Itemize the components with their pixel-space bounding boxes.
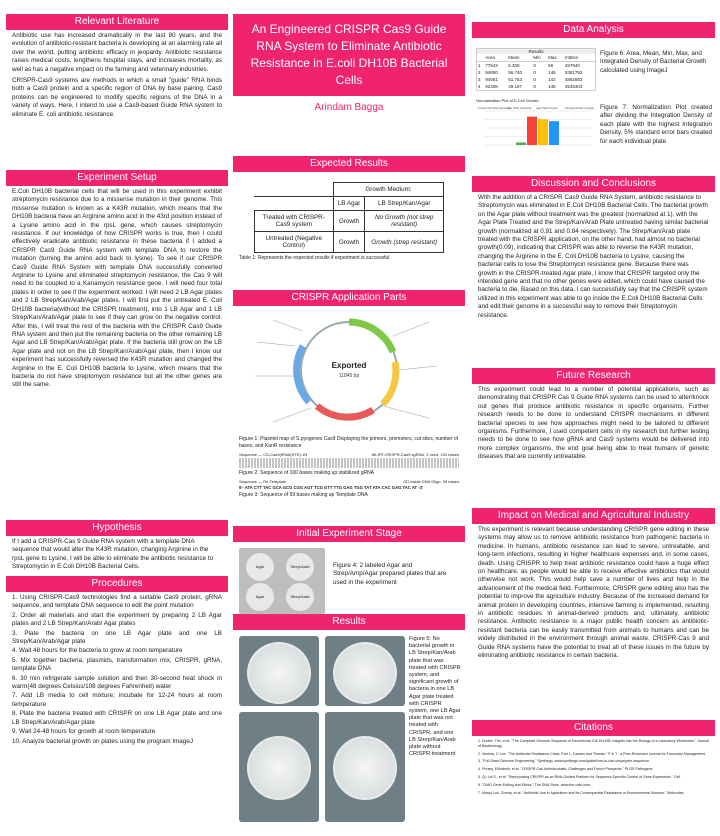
plate-4-label: Strep/Arab (290, 594, 310, 599)
chart-legend-label: Treated with Strep/Kan/Arab (478, 107, 511, 110)
fig5-caption: Figure 5: No bacterial growth in LB Strep/Kan/Arab plate that was treated with CRISPR system, and significant growth of bacteria in one LB Agar plate treated with CRISPR system, one LB Agar plate that was not treated with CRISPR, and one LB Strep/Kan/Arab plate without CRISPR treatment (409, 636, 461, 758)
citation-item: 1. Durfee, Tim, et al. "The Complete Genome Sequence of Escherichia Coli DH10B: Insights into the Biology of a Laboratory Workhorse." Journal of Bacteriology. (478, 739, 710, 748)
fig6-caption: Figure 6: Area, Mean, Min, Max, and Integrated Density of Bacterial Growth calculated using ImageJ (600, 50, 707, 74)
experiment-setup-section (6, 170, 228, 393)
plasmid-feature-kanr (317, 406, 373, 417)
results-table-header (477, 54, 484, 62)
citations-list (478, 739, 709, 795)
results-section (233, 614, 465, 836)
procedure-step: 6. 30 min refrigerate sample solution and then 30-second heat shock in warm(48 degrees Celsius/108 degrees Fahrenheit) water (12, 674, 222, 691)
results-table-cell: 146 (548, 70, 556, 75)
table1-caption: Table 1: Represents the expected results if experiment is successful (239, 255, 390, 261)
seq1-title: Sequence — CS-Cas9(tRNA(STE)-1N (239, 452, 308, 457)
impact-p1: This experiment is relevant because understanding CRISPR gene editing in these systems may allow us to remove antibiotic resistance from pathogenic bacteria in medicine. In humans, antibiotic resistance can lead to severe, untreatable, and long-term infections, resulting in higher healthcare expenses and, in some cases, death. Using CRISPR to help treat antibiotic resistance could have a huge effect on healthcare, as people would be able to receive effective antibiotics that would otherwise not work. This would help save a number of lives and help in the advancement of the medical field. Furthermore, CRISPR gene editing also has the potential to improve the agriculture industry. Because of the increased demand for animal protein in developing countries, intensive farming is implemented, resulting in antibiotic residues in animal-derived products and, ultimately, antibiotic resistance. Antibiotic resistance is a major public health concern as antibiotic-resistant bacteria can be easily transmitted from animals to humans and can be widely distributed in the environment through animal waste. CRISPR-Cas 9 and Guide RNA systems have the potential to treat all of these issues in the future by eliminating antibiotic resistance in certain bacteria. (478, 526, 709, 660)
citation-item: 6. "GMO Gene Editing and Ethics." The DNA Store, www.the-odin.com. (478, 782, 592, 787)
results-table-cell: 51.753 (508, 77, 523, 82)
plasmid-feature-cas9 (349, 322, 393, 352)
procedures-heading: Procedures (6, 576, 228, 592)
poster-author: Arindam Bagga (314, 102, 384, 113)
results-table-header: Min (532, 54, 547, 62)
citation-item: 5. Qi, Lei S., et al. "Repurposing CRISPR as an RNA-Guided Platform for Sequence-Specific Control of Gene Expression." Cell. (478, 774, 682, 779)
discussion-heading: Discussion and Conclusions (472, 176, 715, 192)
relevant-literature-section (6, 14, 228, 122)
future-research-heading: Future Research (472, 368, 715, 384)
relevant-literature-heading: Relevant Literature (6, 14, 228, 30)
result-photo-1 (239, 636, 319, 706)
fig1-caption: Figure 1: Plasmid map of S.pyogenes Cas9 Displaying the primers, promoters, cut sites, number of bases, and KanR resistance (239, 436, 458, 449)
citation-item: 2. Ventola, C Lee. "The Antibiotic Resistance Crisis: Part 1: Causes and Threats." P & T : a Peer-Reviewed Journal for Formulary Management. (478, 751, 706, 756)
results-table-cell: 2 (478, 70, 481, 75)
seq1-bases (239, 458, 459, 468)
results-table-cell: 0 (533, 63, 536, 68)
chart-legend-label: Agar Plate Treated (536, 107, 558, 110)
table-row1-label: Treated with CRISPR-Cas9 system (254, 211, 333, 232)
results-table-cell: 6.309 (508, 63, 520, 68)
fig4-caption: Figure 4: 2 labeled Agar and Strep/Amp/Agar prepared plates that are used in the experiment (333, 562, 447, 586)
table-row (477, 69, 595, 76)
results-table-cell: 5381792 (564, 70, 583, 75)
result-dish-2 (333, 642, 397, 704)
table-row (477, 62, 595, 70)
procedure-step: 8. Plate the bacteria treated with CRISPR on one LB Agar plate and one LB Strep/Kan/Arab/Agar plate (12, 710, 222, 726)
future-research-p1: This experiment could lead to a number of potential applications, such as demonstrating that CRISPR Cas 9 Guide RNA systems can be used to alter/knock out genes that produce antibiotic resistance in specific organisms. Further research needs to be done to understand CRISPR mechanisms in different bacterial species to see how approaches might need to be tailored to different organisms. Furthermore, I used competent cells in my research but further testing needs to be done to see how gRNA and Cas9 systems would be delivered into more complex organisms, the end goal being able to treat humans of genetic diseases that are currently untreatable. (478, 386, 709, 461)
experiment-setup-heading: Experiment Setup (6, 170, 228, 186)
results-table-header: Area (484, 54, 507, 62)
results-table-cell: 148 (548, 84, 556, 89)
procedure-step: 4. Wait 48 hours for the bacteria to grow at room temperature (12, 647, 183, 655)
procedure-step: 3. Plate the bacteria on one LB Agar plate and one LB Strep/Kan/Arab/Agar plate (12, 629, 222, 646)
citation-item: 3. "Full-Stack Genome Engineering." Synthego, www.synthego.com/guide/how-to-use-crispr/pam-sequence. (478, 759, 650, 764)
chart-bar (549, 121, 559, 145)
plasmid-map-svg (233, 306, 465, 434)
results-table-window (476, 48, 596, 91)
procedure-step: 2. Order all materials and start the experiment by preparing 2 LB Agar plates and 2 LB Strep/Kan/Arab/ Agar plates (12, 611, 222, 628)
results-table-cell: 94581 (485, 77, 498, 82)
plasmid-leader-lines (255, 320, 437, 422)
normalization-chart (476, 98, 594, 150)
plasmid-label: Exported (331, 361, 367, 370)
fig2-caption: Figure 2: Sequence of 100 bases making up stabilized gRNA (239, 470, 375, 476)
results-table-header: Max (547, 54, 564, 62)
plate-1-label: Agar (255, 564, 265, 569)
chart-bar (527, 117, 537, 145)
plate-3-label: Agar (255, 594, 265, 599)
chart-bar (538, 119, 548, 145)
procedures-section (6, 576, 228, 747)
results-table-cell: 58 (548, 63, 554, 68)
fig3-caption: Figure 3: Sequence of 59 bases making up Template DNA (239, 491, 368, 498)
result-photo-3 (239, 712, 319, 822)
hypothesis-section (6, 520, 228, 575)
plasmid-map (233, 306, 465, 434)
plate-2 (285, 552, 315, 582)
discussion-p1: With the addition of a CRISPR Cas9 Guide RNA System, antibiotic resistance to Streptomycin was eliminated in E.Coli DH10B Bacterial Cells. The bacterial growth on the Agar plate without treatment was the greatest (normalized at 1), with the Agar Plate Treated and the Strep/Kan/Arab Plate untreated having similar bacterial growth (normalized at 0.91 and 0.84 respectively). The Strep/Kan/Arab plate treated with the CRISPR application, on the other hand, had almost no bacterial growth(0.09), indicating that CRISPR was able to reverse the K43R mutation, changing the Arginine in the E. Coli DH10B bacteria to Lysine, causing the bacterial cells to lose the Streptomycin resistance gene. Because there was growth in the CRISPR-treated Agar plate, I know that CRISPR targeted only the intended gene and that no other genes were edited, which could have caused the bacteria to die. Based on this data, I can successfully say that the CRISPR system utilized in this experiment was able to go inside the E.Coli DH10B Bacterial Cells and edit their genome in a successful way to remove their Streptomycin resistance. (478, 194, 709, 319)
table-row2-label: Untreated (Negative Control) (254, 232, 333, 253)
results-table-cell: 142 (548, 77, 556, 82)
data-analysis-section (472, 22, 715, 152)
results-table-cell: 49.187 (508, 84, 523, 89)
results-table-cell: 0 (533, 77, 536, 82)
results-table-header: Mean (507, 54, 532, 62)
results-table-cell: 1 (478, 63, 481, 68)
plate-1 (245, 552, 275, 582)
procedure-step: 9. Wait 24-48 hours for growth at room temperature (12, 728, 156, 736)
citations-heading: Citations (472, 720, 715, 736)
hypothesis-heading: Hypothesis (6, 520, 228, 536)
initial-stage-section (233, 526, 465, 618)
results-heading: Results (233, 614, 465, 630)
relevant-literature-p2: CRISPR-Cas9 systems are methods in which a small "guide" RNA binds both a Cas9 protein and a specific region of DNA by base pairing. Cas9 proteins can be engineered to modify specific regions of the DNA in a variety of ways. Here, I intend to use a Cas9-based Guide RNA system to eliminate E. coli antibiotic resistance. (12, 77, 222, 118)
results-table-cell: 4545303 (564, 84, 583, 89)
impact-section (472, 508, 715, 664)
chart-bar (516, 142, 526, 145)
data-analysis-heading: Data Analysis (472, 22, 715, 38)
results-table-cell: 92408 (485, 84, 498, 89)
crispr-parts-section (233, 290, 465, 500)
chart-svg (476, 103, 594, 149)
expected-results-table (254, 182, 444, 253)
poster-title: An Engineered CRISPR Cas9 Guide RNA System to Eliminate Antibiotic Resistance in E.coli DH10B Bacterial Cells (233, 14, 465, 96)
seq2-title: Sequence — Re-Template (239, 478, 286, 484)
result-dish-1 (247, 642, 311, 704)
citation-item: 7. Manyi-Loh, Christy, et al. "Antibiotic Use in Agriculture and Its Consequential Resistance in Environmental Sources." Molecules. (478, 790, 685, 795)
citation-item: 4. Pursey, Elizabeth, et al. "CRISPR-Cas Antimicrobials: Challenges and Future Prospects." PLOS Pathogens. (478, 767, 654, 772)
future-research-section (472, 368, 715, 465)
seq1-right: Alt-R® CRISPR-Cas9 sgRNA, 2 nmol, 100 bases (371, 452, 459, 457)
expected-results-heading: Expected Results (233, 156, 465, 172)
procedure-step: 1. Using CRISPR-Cas9 technologies find a suitable Cas9 protein, gRNA sequence, and template DNA sequence to edit the point mutation (12, 594, 222, 610)
table-col2: LB Strep/Kan/Agar (365, 197, 444, 211)
crispr-parts-heading: CRISPR Application Parts (233, 290, 465, 306)
result-dish-4 (333, 736, 397, 800)
results-table-cell: 0 (533, 70, 536, 75)
procedure-step: 5. Mix together bacteria, plasmids, transformation mix, CRISPR, gRNA, template DNA (12, 656, 222, 673)
fig7-caption: Figure 7: Normalization Plot created after dividing the Integration Density of each plate with the highest Integration Density. 5% standard error bars created for each individual plate (600, 104, 712, 145)
seq2-block (239, 479, 459, 490)
plate-3 (245, 582, 275, 612)
seq1-block (239, 452, 459, 468)
seq2-text: 5'- ATA CTT TAC GCA GCG CGG AGT TCG GTT TTG GAG TGG TAT ATA CAC GAG TAC AT -3' (239, 484, 423, 490)
result-photo-4 (325, 712, 405, 822)
table-row (477, 83, 595, 90)
discussion-section (472, 176, 715, 323)
table-group-header: Growth Medium: (333, 183, 443, 197)
table-row1-c1: Growth (333, 211, 364, 232)
results-table-cell: 56.740 (508, 70, 523, 75)
experiment-setup-p1: E.Coli DH10B bacterial cells that will be used in this experiment exhibit streptomycin resistance due to a missense mutation in their genome. This missense mutation is known as a K43R mutation, which means that the DH10B bacteria have an Arginine amino acid in the 43rd position instead of a Lysine amino acid in the rpsL gene, which causes streptomycin resistance. If our knowledge of how CRISPR works is true, then I could effectively eradicate antibiotic resistance in these bacteria if I added a CRISPR Cas9 Guide RNA system with template DNA to restore the mutation (turning the amino acid back to lysine). To see if our CRISPR Cas9 Guide RNA System with template DNA successfully converted Arginine to Lysine and eliminated streptomycin resistance, the Cas 9 will need to be coupled to a Kanamycin resistance gene. I will need four total plates in order to see if the experiment worked. I will need 2 LB Agar plates and 2 LB Strep/Kan/Arab/Agar plates. I will first put the untreated E. Coli DH10B bacteria(without the CRISPR treatment), into 1 LB Agar and 1 LB Strep/Kan/Arab/Agar plate to see if they can grow on the negative control. After this, I will treat the rest of the bacteria with the CRISPR Cas9 Guide RNA system and then put the remaining bacteria on the other remaining LB Agar and LB Strep/Kan/Arab/Agar plate. If the bacteria still grow on the LB Agar plate and not on the LB Strep/Kan/Arab/Agar plate, then I know our experiment has successfully reversed the K43R mutation and changed the Arginine in the E. Coli DH10B bacteria to Lysine, which means that the bacteria do not have streptomycin resistance but all the other genes are still the same. (12, 188, 222, 389)
plasmid-feature-promoter (383, 362, 396, 404)
initial-plates-photo (239, 548, 325, 614)
results-table-cell: 4 (478, 84, 481, 89)
results-table-title: Results (477, 49, 595, 54)
procedure-step: 10. Analyze bacterial growth on plates using the program ImageJ (12, 737, 193, 745)
results-table-cell: 4892853 (564, 77, 583, 82)
result-photo-2 (325, 636, 405, 706)
results-table-cell: 94850 (485, 70, 498, 75)
relevant-literature-p1: Antibiotic use has increased dramatically in the last 80 years, and the evolution of antibiotic-resistant bacteria is developing at an alarming rate all over the world, putting antibiotic efficacy in jeopardy. Antibiotic resistance raises medical costs, lengthens hospital stays, and increases mortality, as well as has a negative impact on the farming and veterinary industries. (12, 32, 222, 73)
seq2-right: OD inside DNA Oligo, 39 bases (403, 478, 459, 484)
table-row (477, 76, 595, 83)
results-table-cell: 457940 (564, 63, 580, 68)
results-table-cell: 77543 (485, 63, 498, 68)
initial-stage-heading: Initial Experiment Stage (233, 526, 465, 542)
citations-section (472, 720, 715, 798)
procedures-list (12, 594, 222, 746)
plate-4 (285, 582, 315, 612)
results-table (477, 54, 595, 90)
procedure-step: 7. Add LB media to cell mixture; incubate for 12-24 hours at room temperature (12, 692, 222, 708)
expected-results-section (233, 156, 465, 264)
impact-heading: Impact on Medical and Agricultural Industry (472, 508, 715, 524)
results-table-cell: 0 (533, 84, 536, 89)
table-row2-c2: Growth (strep resistant) (365, 232, 444, 253)
chart-legend-label: Agar Plate Untreated (507, 107, 532, 110)
table-row2-c1: Growth (333, 232, 364, 253)
result-dish-3 (247, 736, 311, 800)
chart-legend-label: Strep/Kan/Arab Untreated (565, 107, 594, 110)
chart-title: Normalization Plot of E.Coli Growth (476, 98, 539, 103)
plasmid-size: 11845 bp (338, 373, 360, 379)
table-col1: LB Agar (333, 197, 364, 211)
results-table-cell: 3 (478, 77, 481, 82)
plate-2-label: Strep/Arab (290, 564, 310, 569)
table-row1-c2: No Growth (not strep resistant) (365, 211, 444, 232)
results-table-header: IntDen (564, 54, 595, 62)
hypothesis-p1: If I add a CRISPR-Cas 9 Guide RNA system with a template DNA sequence that would alter the K43R mutation, changing Arginine in the rpsL gene to Lysine, I will be able to eliminate the antibiotic resistance to Streptomycin in E.Coli DH10B Bacterial Cells. (12, 538, 214, 571)
